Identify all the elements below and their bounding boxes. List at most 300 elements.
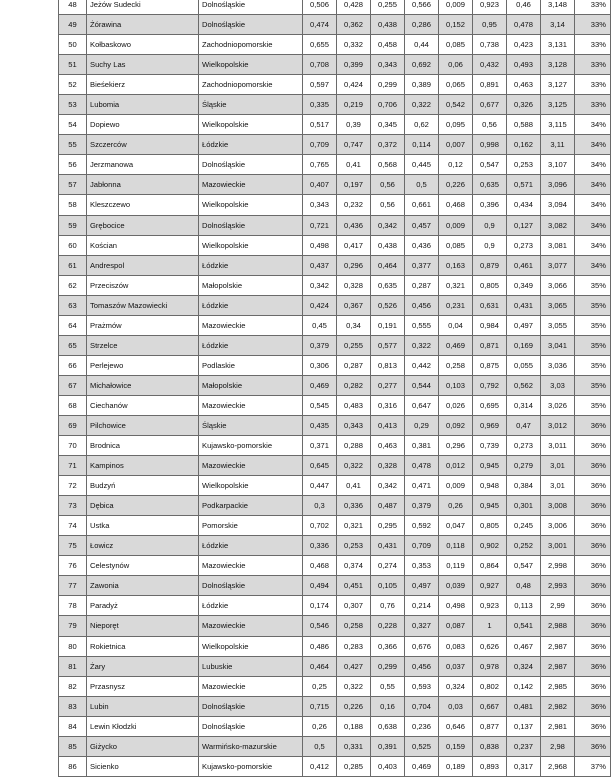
cell-value: 0,083 <box>439 636 473 656</box>
cell-voivodeship: Wielkopolskie <box>199 636 303 656</box>
cell-value: 0,506 <box>303 0 337 15</box>
cell-value: 0,255 <box>337 335 371 355</box>
cell-value: 0,434 <box>507 195 541 215</box>
cell-value: 0,345 <box>371 115 405 135</box>
cell-value: 0,631 <box>473 295 507 315</box>
cell-rank: 58 <box>59 195 87 215</box>
cell-value: 0,469 <box>405 756 439 776</box>
cell-percent: 36% <box>575 596 611 616</box>
cell-rank: 82 <box>59 676 87 696</box>
cell-value: 0,273 <box>507 436 541 456</box>
cell-value: 0,483 <box>337 395 371 415</box>
cell-value: 0,739 <box>473 436 507 456</box>
cell-value: 0,026 <box>439 395 473 415</box>
cell-value: 0,092 <box>439 415 473 435</box>
cell-percent: 33% <box>575 95 611 115</box>
cell-value: 0,577 <box>371 335 405 355</box>
cell-rank: 52 <box>59 75 87 95</box>
cell-rank: 66 <box>59 355 87 375</box>
cell-score: 3,011 <box>541 436 575 456</box>
cell-value: 0,802 <box>473 676 507 696</box>
cell-value: 0,137 <box>507 716 541 736</box>
table-row <box>59 576 611 596</box>
table-row <box>59 556 611 576</box>
cell-voivodeship: Pomorskie <box>199 516 303 536</box>
cell-value: 0,009 <box>439 476 473 496</box>
cell-percent: 35% <box>575 355 611 375</box>
cell-percent: 36% <box>575 656 611 676</box>
cell-value: 0,562 <box>507 375 541 395</box>
cell-value: 0,322 <box>337 676 371 696</box>
cell-value: 0,451 <box>337 576 371 596</box>
cell-value: 0,638 <box>371 716 405 736</box>
cell-value: 0,16 <box>371 696 405 716</box>
cell-value: 0,413 <box>371 415 405 435</box>
cell-value: 0,655 <box>303 35 337 55</box>
cell-value: 0,998 <box>473 135 507 155</box>
cell-value: 0,326 <box>507 95 541 115</box>
cell-municipality: Prażmów <box>87 315 199 335</box>
cell-value: 0,709 <box>303 135 337 155</box>
cell-rank: 80 <box>59 636 87 656</box>
cell-rank: 81 <box>59 656 87 676</box>
table-row <box>59 516 611 536</box>
table-row <box>59 275 611 295</box>
cell-value: 0,805 <box>473 516 507 536</box>
cell-voivodeship: Zachodniopomorskie <box>199 35 303 55</box>
cell-value: 0,438 <box>371 235 405 255</box>
cell-value: 0,372 <box>371 135 405 155</box>
cell-rank: 75 <box>59 536 87 556</box>
cell-rank: 49 <box>59 15 87 35</box>
cell-value: 0,25 <box>303 676 337 696</box>
table-row <box>59 756 611 776</box>
cell-score: 3,128 <box>541 55 575 75</box>
cell-rank: 56 <box>59 155 87 175</box>
cell-percent: 36% <box>575 476 611 496</box>
cell-percent: 35% <box>575 335 611 355</box>
cell-value: 0,635 <box>473 175 507 195</box>
cell-value: 0,875 <box>473 355 507 375</box>
cell-rank: 69 <box>59 415 87 435</box>
table-row <box>59 255 611 275</box>
table-row <box>59 115 611 135</box>
cell-value: 0,695 <box>473 395 507 415</box>
cell-rank: 76 <box>59 556 87 576</box>
cell-percent: 34% <box>575 195 611 215</box>
cell-value: 0,258 <box>439 355 473 375</box>
cell-voivodeship: Mazowieckie <box>199 175 303 195</box>
cell-value: 0,498 <box>439 596 473 616</box>
cell-value: 0,316 <box>371 395 405 415</box>
cell-value: 0,978 <box>473 656 507 676</box>
cell-voivodeship: Mazowieckie <box>199 556 303 576</box>
cell-value: 0,721 <box>303 215 337 235</box>
cell-value: 0,45 <box>303 315 337 335</box>
table-row <box>59 75 611 95</box>
cell-score: 3,081 <box>541 235 575 255</box>
cell-rank: 51 <box>59 55 87 75</box>
cell-value: 0,715 <box>303 696 337 716</box>
table-row <box>59 315 611 335</box>
cell-rank: 55 <box>59 135 87 155</box>
table-row <box>59 696 611 716</box>
cell-score: 3,055 <box>541 315 575 335</box>
cell-value: 0,702 <box>303 516 337 536</box>
cell-municipality: Łowicz <box>87 536 199 556</box>
cell-value: 0,169 <box>507 335 541 355</box>
cell-value: 0,487 <box>371 496 405 516</box>
cell-voivodeship: Łódzkie <box>199 255 303 275</box>
cell-percent: 35% <box>575 295 611 315</box>
cell-value: 0,497 <box>405 576 439 596</box>
cell-value: 0,285 <box>337 756 371 776</box>
cell-municipality: Kołbaskowo <box>87 35 199 55</box>
cell-value: 0,436 <box>405 235 439 255</box>
cell-value: 0,635 <box>371 275 405 295</box>
cell-value: 0,676 <box>405 636 439 656</box>
cell-value: 0,163 <box>439 255 473 275</box>
cell-value: 0,445 <box>405 155 439 175</box>
table-row <box>59 335 611 355</box>
cell-municipality: Jabłonna <box>87 175 199 195</box>
cell-value: 0,458 <box>371 35 405 55</box>
cell-voivodeship: Dolnośląskie <box>199 716 303 736</box>
cell-value: 0,03 <box>439 696 473 716</box>
cell-value: 0,335 <box>303 95 337 115</box>
cell-value: 0,366 <box>371 636 405 656</box>
cell-value: 0,463 <box>507 75 541 95</box>
cell-municipality: Strzelce <box>87 335 199 355</box>
cell-municipality: Żary <box>87 656 199 676</box>
cell-value: 0,255 <box>371 0 405 15</box>
cell-value: 0,065 <box>439 75 473 95</box>
cell-value: 0,494 <box>303 576 337 596</box>
table-row <box>59 676 611 696</box>
cell-score: 2,99 <box>541 596 575 616</box>
cell-value: 0,437 <box>303 255 337 275</box>
table-row <box>59 215 611 235</box>
cell-score: 3,14 <box>541 15 575 35</box>
cell-value: 0,431 <box>371 536 405 556</box>
cell-value: 0,29 <box>405 415 439 435</box>
table-row <box>59 415 611 435</box>
cell-value: 0,424 <box>303 295 337 315</box>
cell-score: 3,036 <box>541 355 575 375</box>
cell-voivodeship: Podkarpackie <box>199 496 303 516</box>
cell-voivodeship: Kujawsko-pomorskie <box>199 756 303 776</box>
cell-value: 0,708 <box>303 55 337 75</box>
cell-percent: 35% <box>575 315 611 335</box>
cell-value: 0,159 <box>439 736 473 756</box>
cell-value: 0,322 <box>405 95 439 115</box>
cell-score: 3,077 <box>541 255 575 275</box>
cell-value: 0,322 <box>337 456 371 476</box>
cell-rank: 71 <box>59 456 87 476</box>
cell-voivodeship: Lubuskie <box>199 656 303 676</box>
cell-voivodeship: Łódzkie <box>199 295 303 315</box>
cell-value: 0,945 <box>473 456 507 476</box>
cell-rank: 54 <box>59 115 87 135</box>
cell-value: 0,9 <box>473 235 507 255</box>
cell-percent: 34% <box>575 255 611 275</box>
cell-value: 0,838 <box>473 736 507 756</box>
cell-percent: 33% <box>575 35 611 55</box>
cell-value: 0,188 <box>337 716 371 736</box>
cell-voivodeship: Dolnośląskie <box>199 0 303 15</box>
cell-municipality: Lubin <box>87 696 199 716</box>
cell-value: 0,06 <box>439 55 473 75</box>
cell-percent: 36% <box>575 496 611 516</box>
cell-value: 0,704 <box>405 696 439 716</box>
cell-value: 0,471 <box>405 476 439 496</box>
cell-percent: 34% <box>575 155 611 175</box>
cell-value: 0,273 <box>507 235 541 255</box>
cell-value: 0,299 <box>371 656 405 676</box>
table-row <box>59 355 611 375</box>
cell-rank: 86 <box>59 756 87 776</box>
cell-voivodeship: Zachodniopomorskie <box>199 75 303 95</box>
table-row <box>59 636 611 656</box>
cell-value: 0,343 <box>371 55 405 75</box>
cell-value: 0,592 <box>405 516 439 536</box>
cell-value: 0,923 <box>473 0 507 15</box>
cell-value: 0,296 <box>439 436 473 456</box>
cell-value: 0,428 <box>337 0 371 15</box>
cell-value: 0,969 <box>473 415 507 435</box>
cell-score: 3,115 <box>541 115 575 135</box>
cell-value: 0,142 <box>507 676 541 696</box>
cell-percent: 36% <box>575 636 611 656</box>
cell-value: 0,48 <box>507 576 541 596</box>
cell-voivodeship: Wielkopolskie <box>199 115 303 135</box>
cell-percent: 33% <box>575 15 611 35</box>
cell-value: 0,384 <box>507 476 541 496</box>
cell-municipality: Jerzmanowa <box>87 155 199 175</box>
cell-municipality: Ustka <box>87 516 199 536</box>
cell-score: 3,066 <box>541 275 575 295</box>
cell-value: 0,343 <box>303 195 337 215</box>
cell-voivodeship: Mazowieckie <box>199 456 303 476</box>
cell-value: 0,301 <box>507 496 541 516</box>
cell-value: 0,258 <box>337 616 371 636</box>
cell-value: 0,709 <box>405 536 439 556</box>
cell-value: 0,391 <box>371 736 405 756</box>
cell-value: 0,431 <box>507 295 541 315</box>
cell-percent: 34% <box>575 115 611 135</box>
cell-value: 0,478 <box>405 456 439 476</box>
cell-rank: 68 <box>59 395 87 415</box>
cell-rank: 84 <box>59 716 87 736</box>
cell-value: 0,647 <box>405 395 439 415</box>
table-row <box>59 736 611 756</box>
cell-value: 0,197 <box>337 175 371 195</box>
cell-value: 0,371 <box>303 436 337 456</box>
cell-value: 0,336 <box>303 536 337 556</box>
cell-value: 0,389 <box>405 75 439 95</box>
cell-value: 0,498 <box>303 235 337 255</box>
cell-value: 0,349 <box>507 275 541 295</box>
cell-value: 0,253 <box>337 536 371 556</box>
cell-value: 0,037 <box>439 656 473 676</box>
cell-municipality: Ciechanów <box>87 395 199 415</box>
cell-municipality: Suchy Las <box>87 55 199 75</box>
table-row <box>59 395 611 415</box>
cell-rank: 79 <box>59 616 87 636</box>
cell-value: 0,461 <box>507 255 541 275</box>
cell-value: 0,432 <box>473 55 507 75</box>
cell-value: 0,469 <box>303 375 337 395</box>
cell-value: 0,545 <box>303 395 337 415</box>
cell-value: 0,469 <box>439 335 473 355</box>
cell-percent: 33% <box>575 55 611 75</box>
cell-voivodeship: Dolnośląskie <box>199 215 303 235</box>
cell-value: 0,945 <box>473 496 507 516</box>
cell-value: 0,328 <box>371 456 405 476</box>
cell-value: 0,279 <box>507 456 541 476</box>
cell-value: 0,374 <box>337 556 371 576</box>
cell-municipality: Dębica <box>87 496 199 516</box>
cell-value: 0,39 <box>337 115 371 135</box>
cell-value: 0,113 <box>507 596 541 616</box>
cell-value: 0,327 <box>405 616 439 636</box>
cell-municipality: Przeciszów <box>87 275 199 295</box>
cell-value: 0,747 <box>337 135 371 155</box>
cell-municipality: Kampinos <box>87 456 199 476</box>
cell-voivodeship: Wielkopolskie <box>199 55 303 75</box>
cell-percent: 36% <box>575 716 611 736</box>
table-row <box>59 15 611 35</box>
cell-score: 3,03 <box>541 375 575 395</box>
cell-value: 0,525 <box>405 736 439 756</box>
cell-percent: 36% <box>575 516 611 536</box>
cell-value: 0,127 <box>507 215 541 235</box>
cell-value: 0,555 <box>405 315 439 335</box>
cell-percent: 36% <box>575 436 611 456</box>
table-row <box>59 295 611 315</box>
cell-voivodeship: Dolnośląskie <box>199 15 303 35</box>
cell-voivodeship: Łódzkie <box>199 335 303 355</box>
cell-score: 3,096 <box>541 175 575 195</box>
cell-voivodeship: Śląskie <box>199 95 303 115</box>
cell-rank: 83 <box>59 696 87 716</box>
table-row <box>59 135 611 155</box>
cell-rank: 64 <box>59 315 87 335</box>
cell-percent: 34% <box>575 215 611 235</box>
cell-municipality: Szczerców <box>87 135 199 155</box>
cell-value: 0,009 <box>439 0 473 15</box>
cell-value: 0,362 <box>337 15 371 35</box>
cell-rank: 67 <box>59 375 87 395</box>
cell-rank: 53 <box>59 95 87 115</box>
table-row <box>59 155 611 175</box>
cell-value: 0,381 <box>405 436 439 456</box>
cell-value: 0,893 <box>473 756 507 776</box>
cell-value: 0,162 <box>507 135 541 155</box>
cell-value: 0,324 <box>507 656 541 676</box>
cell-value: 0,253 <box>507 155 541 175</box>
cell-rank: 78 <box>59 596 87 616</box>
table-row <box>59 656 611 676</box>
cell-value: 0,286 <box>405 15 439 35</box>
cell-score: 2,987 <box>541 656 575 676</box>
cell-value: 0,3 <box>303 496 337 516</box>
cell-value: 0,5 <box>303 736 337 756</box>
cell-voivodeship: Mazowieckie <box>199 616 303 636</box>
table-row <box>59 375 611 395</box>
cell-score: 2,981 <box>541 716 575 736</box>
cell-voivodeship: Mazowieckie <box>199 676 303 696</box>
cell-rank: 72 <box>59 476 87 496</box>
cell-value: 0,948 <box>473 476 507 496</box>
cell-percent: 36% <box>575 536 611 556</box>
cell-municipality: Jeżów Sudecki <box>87 0 199 15</box>
cell-value: 0,342 <box>371 476 405 496</box>
cell-value: 0,047 <box>439 516 473 536</box>
cell-score: 3,001 <box>541 536 575 556</box>
cell-value: 0,541 <box>507 616 541 636</box>
cell-municipality: Brodnica <box>87 436 199 456</box>
cell-municipality: Paradyż <box>87 596 199 616</box>
cell-value: 0,593 <box>405 676 439 696</box>
cell-value: 0,095 <box>439 115 473 135</box>
cell-score: 3,041 <box>541 335 575 355</box>
cell-value: 0,41 <box>337 155 371 175</box>
cell-percent: 34% <box>575 175 611 195</box>
cell-value: 0,891 <box>473 75 507 95</box>
cell-value: 0,467 <box>507 636 541 656</box>
cell-value: 0,481 <box>507 696 541 716</box>
cell-value: 0,813 <box>371 355 405 375</box>
cell-value: 0,252 <box>507 536 541 556</box>
cell-value: 0,412 <box>303 756 337 776</box>
cell-voivodeship: Małopolskie <box>199 275 303 295</box>
cell-value: 0,442 <box>405 355 439 375</box>
table-row <box>59 536 611 556</box>
cell-value: 0,26 <box>439 496 473 516</box>
cell-value: 0,542 <box>439 95 473 115</box>
cell-value: 0,5 <box>405 175 439 195</box>
table-row <box>59 476 611 496</box>
cell-value: 0,007 <box>439 135 473 155</box>
cell-value: 0,497 <box>507 315 541 335</box>
cell-value: 0,597 <box>303 75 337 95</box>
cell-municipality: Tomaszów Mazowiecki <box>87 295 199 315</box>
cell-score: 2,968 <box>541 756 575 776</box>
cell-value: 0,287 <box>337 355 371 375</box>
cell-voivodeship: Podlaskie <box>199 355 303 375</box>
cell-value: 0,407 <box>303 175 337 195</box>
cell-value: 0,296 <box>337 255 371 275</box>
cell-value: 0,403 <box>371 756 405 776</box>
cell-score: 3,107 <box>541 155 575 175</box>
cell-voivodeship: Dolnośląskie <box>199 155 303 175</box>
cell-value: 0,237 <box>507 736 541 756</box>
cell-score: 2,982 <box>541 696 575 716</box>
cell-voivodeship: Kujawsko-pomorskie <box>199 436 303 456</box>
cell-value: 0,463 <box>371 436 405 456</box>
cell-rank: 59 <box>59 215 87 235</box>
cell-score: 2,993 <box>541 576 575 596</box>
cell-value: 0,12 <box>439 155 473 175</box>
cell-percent: 35% <box>575 395 611 415</box>
cell-value: 0,547 <box>473 155 507 175</box>
cell-score: 3,065 <box>541 295 575 315</box>
cell-percent: 36% <box>575 556 611 576</box>
cell-voivodeship: Łódzkie <box>199 135 303 155</box>
cell-value: 0,226 <box>439 175 473 195</box>
cell-value: 0,423 <box>507 35 541 55</box>
